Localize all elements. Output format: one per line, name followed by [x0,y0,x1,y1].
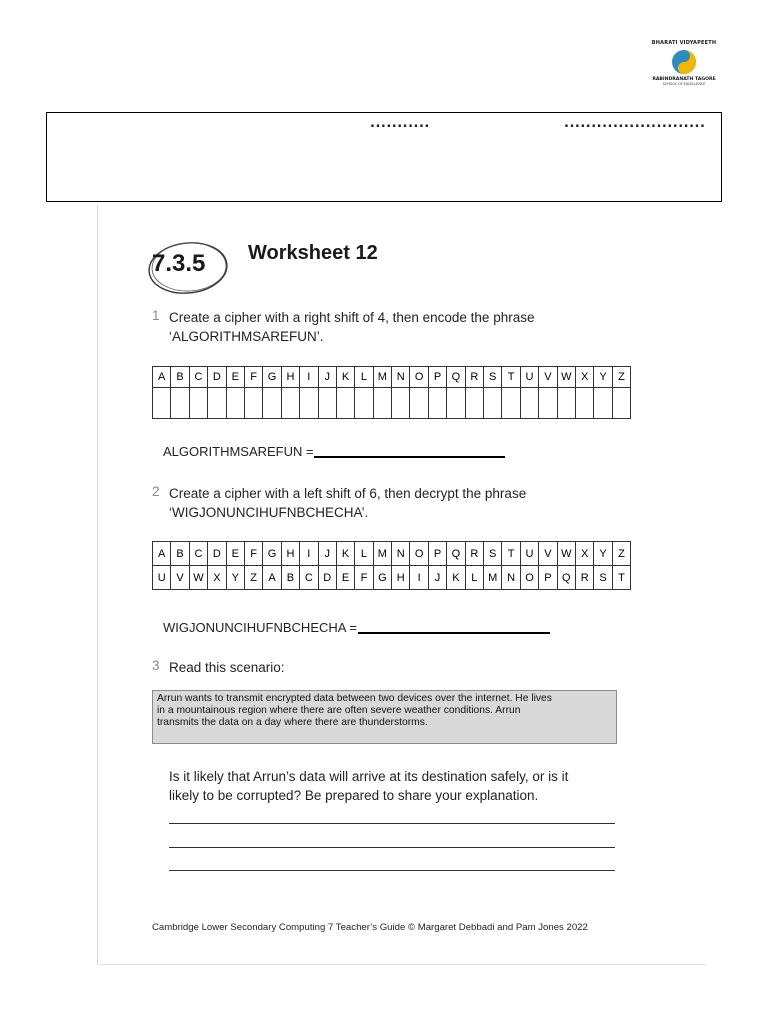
q2-answer-line [358,632,550,634]
cipher-table-1-alphabet-cell: D [208,367,226,388]
q1-answer-line [314,456,505,458]
cipher-table-1-cipher-cell [612,388,630,419]
q3-question-line-1: Is it likely that Arrun’s data will arrive at its destination safely, or is it [169,769,569,784]
cipher-table-2-cipher-cell: A [263,566,281,590]
cipher-table-2-cipher-cell: T [612,566,630,590]
q1-line-1: Create a cipher with a right shift of 4, then encode the phrase [169,310,535,325]
cipher-table-2-cipher-cell: Z [244,566,262,590]
q1-answer-label: ALGORITHMSAREFUN = [163,444,314,459]
writing-line-3 [169,870,615,871]
cipher-table-1-cipher-cell [502,388,520,419]
cipher-table-2-cipher-cell: S [594,566,612,590]
cipher-table-1-cipher-cell [318,388,336,419]
cipher-table-1-alphabet-cell: N [392,367,410,388]
cipher-table-2-alphabet-cell: K [336,542,354,566]
q2-number: 2 [152,484,160,499]
cipher-table-2-alphabet-cell: P [428,542,446,566]
cipher-table-2-alphabet-cell: L [355,542,373,566]
cipher-table-1-alphabet-cell: C [189,367,207,388]
cipher-table-2-cipher-cell: J [428,566,446,590]
cipher-table-1 [152,366,631,419]
cipher-table-1-cipher-cell [336,388,354,419]
cipher-table-1-cipher-cell [484,388,502,419]
cipher-table-1-alphabet-cell: I [300,367,318,388]
q2-text [169,484,526,522]
scenario-line-3: transmits the data on a day where there are thunderstorms. [157,717,428,728]
cipher-table-2-cipher-cell: X [208,566,226,590]
cipher-table-1-cipher-cell [447,388,465,419]
cipher-table-1-cipher-cell [153,388,171,419]
cipher-table-1-alphabet-cell: G [263,367,281,388]
worksheet-badge: 7.3.5 [152,250,206,277]
cipher-table-1-alphabet-cell: V [539,367,557,388]
logo-name: RABINDRANATH TAGORE [652,77,716,82]
cipher-table-1-alphabet-cell: P [428,367,446,388]
cipher-table-2-alphabet-cell: Y [594,542,612,566]
cipher-table-1-cipher-cell [300,388,318,419]
logo-subtitle: SCHOOL OF EXCELLENCE [662,82,706,86]
cipher-table-2-alphabet-row [153,542,631,566]
cipher-table-1-alphabet-cell: T [502,367,520,388]
cipher-table-1-cipher-cell [373,388,391,419]
q1-line-2: ‘ALGORITHMSAREFUN’. [169,329,324,344]
cipher-table-2-alphabet-cell: A [153,542,171,566]
cipher-table-2-cipher-cell: E [336,566,354,590]
worksheet-title: Worksheet 12 [248,242,378,264]
cipher-table-2-cipher-row [153,566,631,590]
cipher-table-1-alphabet-cell: A [153,367,171,388]
cipher-table-1-cipher-cell [171,388,189,419]
scenario-line-1: Arrun wants to transmit encrypted data between two devices over the internet. He lives [157,693,552,704]
cipher-table-1-cipher-cell [410,388,428,419]
cipher-table-2-cipher-cell: O [520,566,538,590]
header-dots-2: .......................... [564,116,706,131]
school-logo [636,40,732,96]
cipher-table-1-cipher-cell [244,388,262,419]
cipher-table-1-cipher-cell [263,388,281,419]
cipher-table-1-alphabet-cell: L [355,367,373,388]
q2-line-2: ‘WIGJONUNCIHUFNBCHECHA’. [169,505,369,520]
cipher-table-2-alphabet-cell: W [557,542,575,566]
cipher-table-2-alphabet-cell: F [244,542,262,566]
cipher-table-1-alphabet-cell: Y [594,367,612,388]
cipher-table-1-alphabet-cell: W [557,367,575,388]
logo-top-text: BHARATI VIDYAPEETH [651,40,717,46]
cipher-table-1-cipher-cell [557,388,575,419]
cipher-table-2-alphabet-cell: H [281,542,299,566]
cipher-table-2-alphabet-cell: U [520,542,538,566]
cipher-table-2-alphabet-cell: D [208,542,226,566]
cipher-table-2-alphabet-cell: G [263,542,281,566]
cipher-table-1-cipher-cell [281,388,299,419]
cipher-table-2-alphabet-cell: C [189,542,207,566]
cipher-table-1-cipher-cell [355,388,373,419]
cipher-table-2 [152,541,631,590]
cipher-table-1-alphabet-cell: S [484,367,502,388]
cipher-table-2-cipher-cell: Q [557,566,575,590]
cipher-table-1-cipher-cell [208,388,226,419]
cipher-table-1-alphabet-cell: Q [447,367,465,388]
cipher-table-1-cipher-cell [539,388,557,419]
cipher-table-1-cipher-cell [428,388,446,419]
q3-number: 3 [152,658,160,673]
cipher-table-1-cipher-row [153,388,631,419]
q1-text [169,308,534,346]
cipher-table-2-cipher-cell: I [410,566,428,590]
cipher-table-1-alphabet-cell: J [318,367,336,388]
cipher-table-1-alphabet-cell: M [373,367,391,388]
cipher-table-2-alphabet-cell: N [392,542,410,566]
cipher-table-2-cipher-cell: L [465,566,483,590]
cipher-table-2-alphabet-cell: R [465,542,483,566]
writing-line-2 [169,847,615,848]
cipher-table-1-cipher-cell [575,388,593,419]
cipher-table-1-cipher-cell [594,388,612,419]
school-emblem-icon [669,48,699,76]
footer-copyright: Cambridge Lower Secondary Computing 7 Teacher’s Guide © Margaret Debbadi and Pam Jones 2022 [152,922,588,933]
cipher-table-2-cipher-cell: H [392,566,410,590]
cipher-table-2-cipher-cell: Y [226,566,244,590]
scenario-box [152,690,617,744]
q1-number: 1 [152,308,160,323]
cipher-table-1-alphabet-cell: F [244,367,262,388]
cipher-table-1-cipher-cell [226,388,244,419]
cipher-table-2-alphabet-cell: Z [612,542,630,566]
cipher-table-2-cipher-cell: K [447,566,465,590]
cipher-table-2-cipher-cell: D [318,566,336,590]
cipher-table-2-alphabet-cell: T [502,542,520,566]
cipher-table-2-cipher-cell: W [189,566,207,590]
cipher-table-1-alphabet-cell: U [520,367,538,388]
q2-answer-label: WIGJONUNCIHUFNBCHECHA = [163,620,357,635]
q2-line-1: Create a cipher with a left shift of 6, then decrypt the phrase [169,486,527,501]
cipher-table-1-alphabet-cell: O [410,367,428,388]
cipher-table-2-alphabet-cell: M [373,542,391,566]
cipher-table-2-cipher-cell: P [539,566,557,590]
cipher-table-1-alphabet-cell: K [336,367,354,388]
cipher-table-2-alphabet-cell: V [539,542,557,566]
header-dots-1: ........... [370,116,430,131]
cipher-table-2-cipher-cell: M [484,566,502,590]
cipher-table-2-cipher-cell: V [171,566,189,590]
cipher-table-2-cipher-cell: N [502,566,520,590]
cipher-table-1-alphabet-row [153,367,631,388]
cipher-table-1-cipher-cell [189,388,207,419]
cipher-table-2-alphabet-cell: B [171,542,189,566]
q3-question-line-2: likely to be corrupted? Be prepared to share your explanation. [169,788,539,803]
cipher-table-2-cipher-cell: R [575,566,593,590]
cipher-table-2-cipher-cell: U [153,566,171,590]
cipher-table-2-alphabet-cell: E [226,542,244,566]
cipher-table-1-alphabet-cell: E [226,367,244,388]
q3-question [169,767,568,805]
cipher-table-1-alphabet-cell: H [281,367,299,388]
cipher-table-1-cipher-cell [465,388,483,419]
cipher-table-2-cipher-cell: G [373,566,391,590]
cipher-table-1-alphabet-cell: R [465,367,483,388]
cipher-table-1-cipher-cell [392,388,410,419]
cipher-table-1-alphabet-cell: B [171,367,189,388]
cipher-table-2-alphabet-cell: J [318,542,336,566]
cipher-table-2-alphabet-cell: Q [447,542,465,566]
scenario-line-2: in a mountainous region where there are often severe weather conditions. Arrun [157,705,521,716]
cipher-table-2-alphabet-cell: I [300,542,318,566]
cipher-table-1-cipher-cell [520,388,538,419]
cipher-table-2-cipher-cell: B [281,566,299,590]
cipher-table-1-alphabet-cell: X [575,367,593,388]
cipher-table-1-alphabet-cell: Z [612,367,630,388]
page-edge-bottom [97,964,707,965]
writing-line-1 [169,823,615,824]
cipher-table-2-alphabet-cell: O [410,542,428,566]
page-edge-left [97,205,98,965]
cipher-table-2-alphabet-cell: S [484,542,502,566]
cipher-table-2-cipher-cell: C [300,566,318,590]
cipher-table-2-alphabet-cell: X [575,542,593,566]
cipher-table-2-cipher-cell: F [355,566,373,590]
q3-intro: Read this scenario: [169,660,285,675]
